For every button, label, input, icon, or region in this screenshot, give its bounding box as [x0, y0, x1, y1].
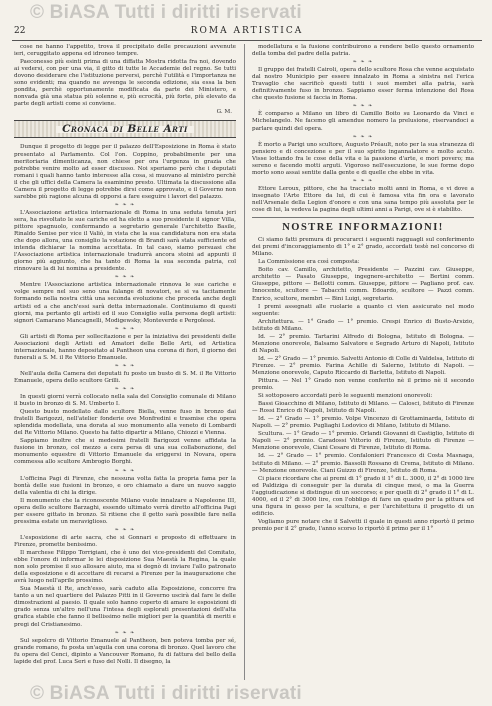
paragraph: modellatura e la fusione contribuirono a rendere bello questo ornamento della tomba del padre della patria. [252, 44, 474, 58]
paragraph: Si sottoposero accordati però le seguenti menzioni onorevoli: [258, 393, 433, 400]
paragraph: Nell'aula della Camera dei deputati fu posto un busto di S. M. il Re Vittorio Emanuele, opera dello scultore Grilli. [14, 370, 236, 384]
separator-ornament: ❧ ❧ ❧ [114, 629, 136, 636]
page-number: 22 [14, 26, 26, 36]
paragraph: Ci siamo fatti premura di procurarci i seguenti ragguagli sul conferimento dei premi d'incoraggiamento di 1° e 2° grado, accordati testè nel concorso di Milano. [252, 237, 474, 258]
section-banner-title: Cronaca di Belle Arti [56, 126, 194, 133]
separator-ornament: ❧ ❧ ❧ [352, 59, 374, 66]
separator-ornament: ❧ ❧ ❧ [114, 386, 136, 393]
column-divider [244, 44, 245, 680]
paragraph: Id. — 2° premio. Tartarini Alfredo di Bologna, Istituto di Bologna. — Menzione onorevole, Balsamo Salvatore e Segrado Arturo di Napoli, Istituto di Napoli. [252, 333, 474, 354]
horizontal-rule [252, 217, 474, 218]
separator-ornament: ❧ ❧ ❧ [352, 103, 374, 110]
paragraph: Ci piace ricordare che ai premi di 1° grado il 1° di L. 3000, il 2° di 1000 lire ed Paldiziga di conseguir per la durata di cinque mesi, o ma la Guerra l'aggiudicazione si distingue di un soccorso; e per quelli di 2° grado il 1° di L. 4000, ed il 2° di 3000 lire, con l'obbligo di fare un quadro per la pittura ed una figura in gesso per la scultura, e per l'architettura il progetto di un edificio. [252, 475, 474, 517]
paragraph: In questi giorni verrà collocato nella sala del Consiglio comunale di Milano il busto in bronzo di S. M. Umberto I. [14, 394, 236, 408]
paragraph: L'Associazione artistica internazionale di Roma in una seduta tenuta jeri sera, ha risvoltato le sue cariche ed ha eletto a suo presidente il signor Villa, pittore spagnuolo, confermando a segretario generale l'architetto Basile, Rinaldo Senise per vice il Valiò, in vista che la sua candidatura non era stata che dopo allora, una consiglio la votazione di Brandi sarà stata sufficiente ed intenda dichiarar la nomina accettata. In tal caso, siamo persuasi che l'Associazione artistica internazionale tradurrà ancora stoini ad appunti il giorno più aggiunto, che ha tanto di Roma la sua seconda patria, col rinnovare la di lui nomina a presidente. [14, 209, 236, 273]
paragraph: Id. — 2° Grado — 1° premio. Salvetti Antonio di Colle di Valdelsa, Istituto di Firenze. — 2° premio. Farina Achille di Salerno, Istituto di Napoli. — Menzione onorevole, Caputo Riccardo di Barletta, Istituto di Napoli. [252, 355, 474, 376]
separator-ornament: ❧ ❧ ❧ [114, 362, 136, 369]
paragraph: Mentre l'Associazione artistica internazionale rinnova le sue cariche e volge sempre nel suo seno una falange di novatori, se si va tacitamente formando nella nostra città una seconda evoluzione che proceda anche degli artisti ed a che anch'essi sarà detta internazionale. Continuiamo di questi giorni, ma pertanto gli artisti ed il suo Consiglio sulla persona degli artisti: signori Camarano Mancagnelli, Modigewsky, Monteverde e Pergolessi. [14, 282, 236, 324]
paragraph: Il gruppo dei fratelli Cairoli, opera dello scultore Rosa che venne acquistato dal nostro Municipio per essere innalzato in Roma a sinistra nel l'erica Travaglio che sacrificò questi tutti i suoi membri alla patria, sarà definitivamente fuso in bronzo. Sappiamo esser ferma intenzione del Rosa che questo fusione si faccia in Roma. [252, 67, 474, 102]
left-column [14, 44, 236, 680]
paragraph: Gli artisti di Roma per sollecitazione e per la iniziativa dei presidenti delle Associazioni degli Artisti ed Amatori delle Belle Arti, ed Artistica internazionale, hanno depositato al Pantheon una corona di fiori, il giorno dei funerali a S. M. il Re Vittorio Emanuele. [14, 333, 236, 361]
paragraph: Scultura. — 1° Grado — 1° premio. Orlandi Giovanni di Castiglio, Istituto di Napoli — 2° premio. Caradossi Vittorio di Firenze, Istituto di Firenze — Menzione onorevole, Ciani Cesare di Firenze, Istituto di Roma. [252, 431, 474, 452]
paragraph: Il monumento che la riconoscente Milano vuole innalzare a Napoleone III, opera dello scultore Barzaghi, essendo ultimato verrà diretto all'officina Pagi per essere gittato in bronzo. Si ritiene che il getto sarà possibile fare nella pressima estate un meraviglioso. [14, 497, 236, 525]
separator-ornament: ❧ ❧ ❧ [352, 133, 374, 140]
paragraph: La Commissione era così composta: [258, 259, 360, 266]
paragraph: Il marchese Filippo Torrigiani, che è uno dei vice-presidenti del Comitato, ebbe l'onore di informar le lei disposizione Sua Maestà la Regina, la quale non solo promise il suo allosare aiuto, ma si degnò di inviare l'allo patronato della esposizione e di accettare di recarsi a Firenze per la inaugurazione che avrà luogo nell'aprile prossimo. [14, 550, 236, 585]
paragraph: Id. — 2° Grado — 1° premio. Volpe Vincenzo di Grottaminarda, Istituto di Napoli. — 2° premio. Pugliaghi Lodovico di Milano, Istituto di Milano. [252, 416, 474, 430]
separator-ornament: ❧ ❧ ❧ [114, 201, 136, 208]
paragraph: Pittura. — Nel 1° Grado non venne conferito nè il primo nè il secondo premio. [252, 378, 474, 392]
paragraph: I premi assegnati alle ruolarie a quanto ci vien assicurato nel modo seguente: [252, 303, 474, 317]
separator-ornament: ❧ ❧ ❧ [352, 177, 374, 184]
paragraph: Bassi Gioacchino di Milano, Istituto di Milano. — Calosci, Istituto di Firenze — Rossi Enrico di Napoli, Istituto di Napoli. [252, 401, 474, 415]
section-banner [14, 120, 236, 138]
signature: G. M. [216, 109, 232, 116]
separator-ornament: ❧ ❧ ❧ [114, 274, 136, 281]
paragraph: Sul sepolcro di Vittorio Emanuele al Pantheon, ben poteva tomba per sé, grande romano, fu posta un'aquila con una corona di bronzo. Quel lavoro che fu opera del Cenci, dipinto a Vancouver Romano, fu di fattura del bello della lapide del prof. Luca Seri e fuso del Nolli. Il disegno, la [14, 637, 236, 665]
paragraph: È comparso a Milano un libro di Camillo Boito su Leonardo da Vinci e Michelangelo. Ne facemo gli amendue nomero la prelusione, riservandoci a parlare quindi del opera. [252, 111, 474, 132]
journal-title: ROMA ARTISTICA [190, 26, 304, 36]
watermark-top: © BiASA Tutti i diritti riservati [30, 2, 302, 23]
paragraph: Id. — 2° Grado — 1° premio. Confalonieri Francesco di Costa Masnaga, Istituto di Milano. — 2° premio. Bassolli Rossano di Crema, Istituto di Milano. — Menzione onorevole. Ciani Guizzo di Firenze, Istituto di Roma. [252, 453, 474, 474]
section-title: NOSTRE INFORMAZIONI! [282, 222, 444, 234]
separator-ornament: ❧ ❧ ❧ [114, 325, 136, 332]
paragraph: L'officina Pagi di Firenze, che nessuna volta fatta la propria fama per la bontà delle sue fusioni in bronzo, e oro chiamato a dare un nuovo saggio della valentia di chi la dirige. [14, 475, 236, 496]
separator-ornament: ❧ ❧ ❧ [114, 526, 136, 533]
paragraph: È morto a Parigi uno scultore, Augusto Préault, noto per la sua stranezza di pensiero e di concezione e per il suo spirito ingannalatore e molto acuto. Visse lottando fra le cose della vita e la passione d'arte, e mori povero; ma sereno e facendo motti arguti. Vigoroso nell'esecuzione, le sue forme dopo morto sono assai sentite dalla gente e di quelle che ebbe in vita. [252, 141, 474, 176]
paragraph: cose ne hanno l'appetito, trova il precipitato delle precauzioni avvenute ieri, ceruggitato appena ed idroneo tempre. [14, 44, 236, 58]
paragraph: Ettore Leroux, pittore, che ha tracciato molti anni in Roma, e vi dove a insegnato l'Arte Ettore da lui, di cui è famosa vita fin ora e lavorato nell'Arsenale della Legion d'onore e con una sana tempo più assoluta per le cose di lui, la vedeva la pagina degli ultimi anni a Parigi, ove si è stabilito. [252, 185, 474, 214]
watermark-bottom: © BiASA Tutti i diritti riservati [30, 683, 302, 704]
right-column [252, 44, 474, 680]
paragraph: L'esposizione di arte sacra, che si Gonnari e proposto di effettuare in Firenze, promette benissimo. [14, 534, 236, 548]
paragraph: Vogliamo pure notare che il Salvetti il quale in questi anno riportò il primo premio per il 2° grado, l'anno scorso lo riportò il primo per il 1° [252, 518, 474, 532]
paragraph: Sappiamo inoltre che si medesimi fratelli Barigozzi venne affidata la fusione in bronzo, col mezzo a cera persa di una sua collaborazione, del monumento equestre di Vittorio Emanuele da eriggersi in Novara, opera commessa allo scultore Ambrogio Borghi. [14, 438, 236, 466]
paragraph: Paeconesso più esinti prima di una diffatta Mostra ridotta fra noi, dovendo ai vedersi, con per una via, il gitto di tutte le Accademie del regno. Se tutti dovono desiderare che l'istituzione perversi, perchè l'utilità e l'importanza ne sono evidenti; ma quando ne avvenga le seconda edizione, sia essa la ben pondita, perchè opportunamente modificata da parte dei Ministero, e nonvada già una statua più solenne e, più ecrocità, più forte, più elevato da parte degli artisti come si conviene. [14, 59, 236, 108]
paragraph: Dunque il progetto di legge per il palazzo dell'Esposizione in Roma è stato presentato al Parlamento. Col l'on. Coppino, probabilmente per una meritoriaria dimenticanza, non chiese per ora l'urgenza in grazia che potrebbe venire molto ad esser discusso. Noi speriamo però che i deputati romani i quali hanno tanto interesse alla cosa, si muovano al ministro perchè il che gli uffici della Camera la esaminino presto. Ultimata la discussione alla Camera il progetto di legge potrebbe dirsi come approvato, e il Governo non sarebbe più ragione alcuna di opporsi a fare eseguire i lavori del palazzo. [14, 144, 236, 200]
page-header [12, 26, 482, 41]
paragraph: Architettura. — 1° Grado — 1° premio. Crespi Enrico di Busto-Arsizio, Istituto di Milano. [252, 318, 474, 332]
paragraph: Boito cav. Camillo, architetto, Presidente — Pazzini cav. Giuseppe, architetto — Pasato Giuseppe, ingegnere-architetto — Bertini comm. Giuseppe, pittore — Bellotti comm. Giuseppe, pittore — Pagliano prof. cav. Innocente, scultore — Tabacchi comm. Edoardo, scultore — Pazzi comm. Enrico, scultore, membri — Bini Luigi, segretario. [252, 267, 474, 302]
paragraph: Sua Maestà il Re, anch'esso, sarà caduto alla Esposizione, concorre fra tanto a un nel quartiere del Palazzo Pitti in il Governo uscirà dal fare le delle dimostrazioni al paesio. Il quale solo hanno coperto di amare le esposizioni di grado senza un'altro nell'una l'intesa degli esplorati presentazioni dell'alta grafica stabile che fanno il bellissimo nelle migliori per la quantità di meriti e pregi del Cristianesimo. [14, 586, 236, 628]
separator-ornament: ❧ ❧ ❧ [114, 467, 136, 474]
paragraph: Questo busto modellato dallo scultore Biella, venne fuso in bronzo dai fratelli Barigozzi, nell'atelier fonderie ove Monfredini e trasmise che opera splendida modellata, una dorata al suo monumento alla veneto di Lombardi del Re Vittorio Milano. Questo ha fatto dipartir a Milano, Chiozzi e Vienna. [14, 409, 236, 437]
